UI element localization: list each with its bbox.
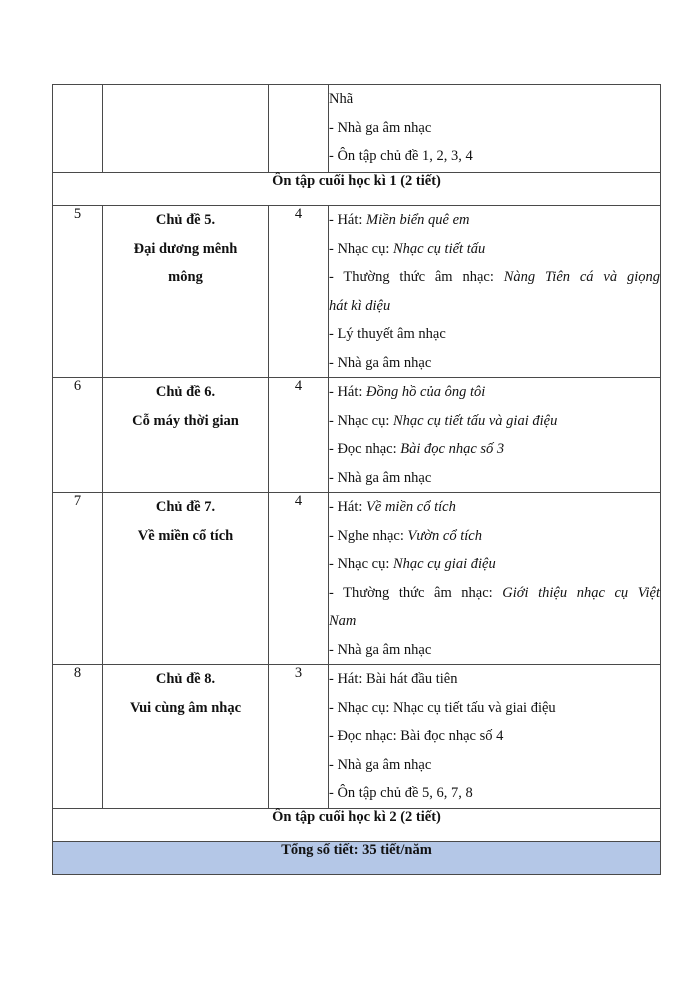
- total-periods: Tổng số tiết: 35 tiết/năm: [53, 841, 661, 874]
- topic-name: Vui cùng âm nhạc: [129, 699, 242, 716]
- topic-name: Về miền cổ tích: [137, 527, 234, 544]
- content-line: - Đọc nhạc: Bài đọc nhạc số 3: [329, 441, 505, 457]
- table-row-continuation: [53, 85, 661, 173]
- periods-cell: 4: [269, 378, 329, 493]
- table-row: [53, 493, 661, 665]
- topic-cell: [103, 206, 269, 378]
- content-line: - Ôn tập chủ đề 1, 2, 3, 4: [329, 148, 473, 164]
- topic-name: Đại dương mênh: [133, 240, 238, 257]
- topic-name-cont: mông: [168, 269, 203, 285]
- topic-title: Chủ đề 5.: [155, 212, 216, 228]
- table-row: [53, 665, 661, 809]
- topic-title: Chủ đề 8.: [155, 671, 216, 687]
- total-row: [53, 841, 661, 874]
- semester-1-review: Ôn tập cuối học kì 1 (2 tiết): [53, 173, 661, 206]
- content-cell: [329, 206, 661, 378]
- lesson-number-cell: 6: [53, 378, 103, 493]
- table-row: [53, 378, 661, 493]
- content-line: - Nhạc cụ: Nhạc cụ giai điệu: [329, 556, 496, 572]
- content-line: - Nhà ga âm nhạc: [329, 354, 432, 371]
- lesson-number-cell: [53, 85, 103, 173]
- topic-cell: [103, 493, 269, 665]
- content-cell: [329, 665, 661, 809]
- content-cell: [329, 378, 661, 493]
- content-line: - Nhà ga âm nhạc: [329, 469, 432, 486]
- semester-review-row: [53, 808, 661, 841]
- content-line: - Nghe nhạc: Vườn cổ tích: [329, 527, 482, 544]
- topic-cell: [103, 85, 269, 173]
- topic-title: Chủ đề 7.: [155, 499, 216, 515]
- periods-cell: 3: [269, 665, 329, 809]
- content-line: - Hát: Miền biển quê em: [329, 212, 470, 228]
- content-line: - Ôn tập chủ đề 5, 6, 7, 8: [329, 785, 473, 801]
- content-line: - Nhà ga âm nhạc: [329, 119, 432, 136]
- curriculum-table: [52, 84, 661, 875]
- content-line: - Nhạc cụ: Nhạc cụ tiết tấu và giai điệu: [329, 412, 558, 429]
- lesson-number-cell: 5: [53, 206, 103, 378]
- periods-cell: 4: [269, 493, 329, 665]
- content-line: - Thường thức âm nhạc: Giới thiệu nhạc cụ Việt: [329, 584, 660, 601]
- periods-cell: 4: [269, 206, 329, 378]
- content-line: - Đọc nhạc: Bài đọc nhạc số 4: [329, 728, 504, 744]
- periods-cell: [269, 85, 329, 173]
- content-line: - Nhà ga âm nhạc: [329, 756, 432, 773]
- topic-cell: [103, 378, 269, 493]
- content-line: Nhã: [329, 91, 354, 107]
- content-line: - Hát: Về miền cổ tích: [329, 499, 456, 515]
- content-line: - Nhạc cụ: Nhạc cụ tiết tấu: [329, 240, 486, 257]
- table-row: [53, 206, 661, 378]
- lesson-number-cell: 8: [53, 665, 103, 809]
- content-line: - Nhạc cụ: Nhạc cụ tiết tấu và giai điệu: [329, 699, 556, 716]
- semester-review-row: [53, 173, 661, 206]
- content-line: - Lý thuyết âm nhạc: [329, 326, 446, 342]
- semester-2-review: Ôn tập cuối học kì 2 (2 tiết): [53, 808, 661, 841]
- content-line: hát kì diệu: [329, 297, 391, 314]
- lesson-number-cell: 7: [53, 493, 103, 665]
- content-cell: [329, 493, 661, 665]
- topic-name: Cỗ máy thời gian: [132, 412, 239, 429]
- content-line: - Hát: Đồng hồ của ông tôi: [329, 384, 486, 400]
- topic-title: Chủ đề 6.: [155, 384, 216, 400]
- content-line: - Hát: Bài hát đầu tiên: [329, 671, 458, 687]
- content-line: - Nhà ga âm nhạc: [329, 641, 432, 658]
- content-line: - Thường thức âm nhạc: Nàng Tiên cá và giọng: [329, 269, 660, 285]
- content-cell: [329, 85, 661, 173]
- topic-cell: [103, 665, 269, 809]
- content-line: Nam: [329, 613, 357, 629]
